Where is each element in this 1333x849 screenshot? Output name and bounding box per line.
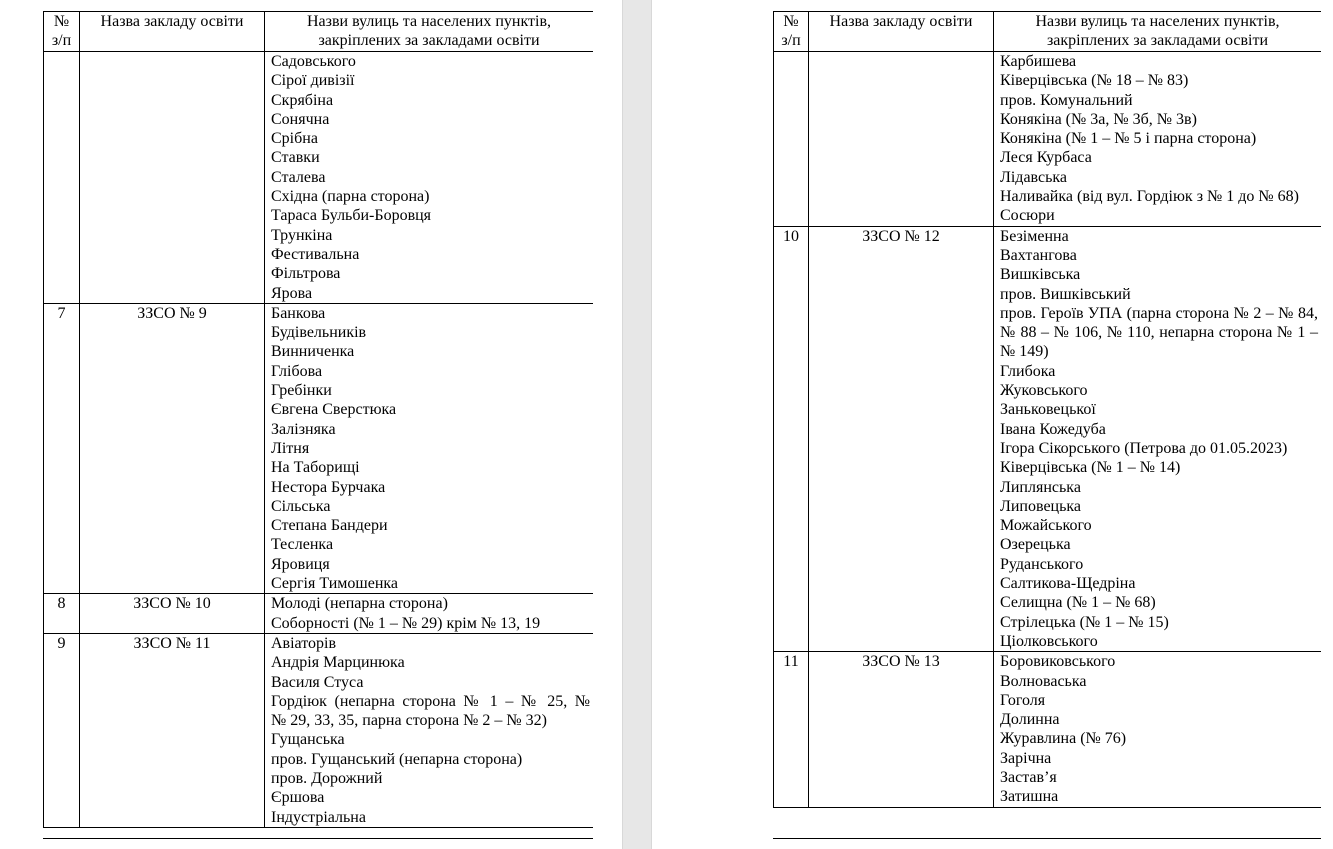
school-name-cell: ЗЗСО № 9 — [80, 303, 265, 593]
header-cell-number — [44, 12, 80, 52]
street-line: Ківерцівська (№ 18 – № 83) — [1000, 72, 1189, 90]
street-line: Ківерцівська (№ 1 – № 14) — [1000, 459, 1181, 477]
street-line: Тесленка — [271, 536, 334, 554]
street-line: Нестора Бурчака — [271, 478, 386, 496]
street-line: Затишна — [1000, 788, 1059, 806]
street-line: Гордіюк (непарна сторона № 1 – № 25, №№ 29, 33, 35, парна сторона № 2 – № 32) — [271, 692, 590, 730]
street-assignment-table-2 — [773, 11, 1321, 808]
streets-cell — [994, 226, 1322, 652]
street-assignment-table-1 — [43, 11, 593, 828]
street-line: Конякіна (№ 1 – № 5 і парна сторона) — [1000, 130, 1257, 148]
header-cell-streets — [994, 12, 1322, 52]
street-line: Стрілецька (№ 1 – № 15) — [1000, 613, 1169, 631]
header-cell-number — [774, 12, 809, 52]
streets-cell — [994, 52, 1322, 227]
street-line: На Таборищі — [271, 459, 360, 477]
table-row — [44, 303, 594, 593]
street-line: Гоголя — [1000, 691, 1046, 709]
table-header-row — [44, 12, 594, 52]
header-cell-school: Назва закладу освіти — [809, 12, 994, 52]
school-name-cell: ЗЗСО № 10 — [80, 594, 265, 634]
street-line: Селищна (№ 1 – № 68) — [1000, 594, 1156, 612]
row-number-cell: 11 — [774, 652, 809, 807]
streets-cell — [265, 52, 594, 304]
street-line: Долинна — [1000, 711, 1060, 729]
street-line: Степана Бандери — [271, 517, 388, 535]
street-line: Сільська — [271, 497, 331, 515]
table-row — [774, 652, 1322, 807]
street-line: Ціолковського — [1000, 632, 1098, 650]
street-line: Леся Курбаса — [1000, 149, 1092, 167]
street-line: Застав’я — [1000, 768, 1057, 786]
streets-cell — [265, 594, 594, 634]
street-line: Карбишева — [1000, 53, 1077, 70]
document-page-2 — [652, 0, 1333, 849]
page-gap — [622, 0, 652, 849]
table-header-row — [774, 12, 1322, 52]
header-streets-line2: закріплених за закладами освіти — [1046, 31, 1269, 49]
street-line: Східна (парна сторона) — [271, 188, 430, 206]
street-line: Єршова — [271, 789, 325, 807]
street-line: Глибока — [1000, 362, 1056, 380]
header-number-line2: з/п — [51, 31, 72, 49]
row-number-cell — [774, 52, 809, 227]
school-name-cell: ЗЗСО № 12 — [809, 226, 994, 652]
street-line: Фестивальна — [271, 245, 360, 263]
table-body-page-2 — [774, 52, 1322, 808]
street-line: пров. Вишківський — [1000, 285, 1131, 303]
table-row — [774, 226, 1322, 652]
street-line: Фільтрова — [271, 265, 341, 283]
street-line: Вахтангова — [1000, 246, 1077, 264]
street-line: пров. Гущанський (непарна сторона) — [271, 750, 523, 768]
school-name-cell — [80, 52, 265, 304]
header-streets-line2: закріплених за закладами освіти — [318, 31, 540, 49]
header-number-line1: № — [53, 13, 70, 30]
row-number-cell: 7 — [44, 303, 80, 593]
street-line: Гребінки — [271, 382, 332, 400]
street-line: Авіаторів — [271, 634, 337, 652]
street-line: Безіменна — [1000, 227, 1069, 245]
street-line: Конякіна (№ 3а, № 3б, № 3в) — [1000, 110, 1197, 128]
street-line: Боровиковського — [1000, 653, 1116, 671]
street-line: Салтикова-Щедріна — [1000, 575, 1136, 593]
school-name-cell: ЗЗСО № 13 — [809, 652, 994, 807]
street-line: Липовецька — [1000, 497, 1082, 515]
street-line: Глібова — [271, 362, 323, 380]
street-line: Банкова — [271, 304, 326, 322]
row-number-cell: 9 — [44, 633, 80, 827]
row-number-cell: 10 — [774, 226, 809, 652]
street-line: Сосюри — [1000, 207, 1055, 225]
street-line: Сірої дивізії — [271, 72, 355, 90]
street-line: Сонячна — [271, 110, 330, 128]
street-line: Яровиця — [271, 555, 330, 573]
street-line: Івана Кожедуба — [1000, 420, 1106, 438]
streets-cell — [265, 303, 594, 593]
street-line: пров. Комунальний — [1000, 91, 1133, 109]
street-line: Заньковецької — [1000, 401, 1096, 419]
street-line: Андрія Марцинюка — [271, 654, 405, 672]
table-row — [774, 52, 1322, 227]
street-line: Будівельників — [271, 324, 367, 342]
street-line: Сталева — [271, 168, 326, 186]
street-line: Журавлина (№ 76) — [1000, 730, 1127, 748]
street-line: Василя Стуса — [271, 673, 364, 691]
header-cell-streets — [265, 12, 594, 52]
street-line: Ярова — [271, 284, 313, 302]
street-line: Скрябіна — [271, 91, 334, 109]
table-clip-page-1 — [43, 11, 593, 839]
row-number-cell — [44, 52, 80, 304]
street-line: Можайського — [1000, 517, 1092, 535]
header-streets-line1: Назви вулиць та населених пунктів, — [1035, 13, 1280, 30]
street-line: Соборності (№ 1 – № 29) крім № 13, 19 — [271, 614, 541, 632]
street-line: Ставки — [271, 149, 320, 167]
street-line: Жуковського — [1000, 382, 1088, 400]
street-line: Волноваська — [1000, 672, 1087, 690]
header-streets-line1: Назви вулиць та населених пунктів, — [306, 13, 552, 30]
street-line: Липлянська — [1000, 478, 1081, 496]
street-line: Винниченка — [271, 343, 355, 361]
street-line: Сергія Тимошенка — [271, 575, 399, 593]
street-line: Гущанська — [271, 731, 345, 749]
street-line: Зарічна — [1000, 749, 1052, 767]
street-line: Євгена Сверстюка — [271, 401, 397, 419]
header-number-line2: з/п — [781, 31, 801, 49]
street-line: Наливайка (від вул. Гордіюк з № 1 до № 68) — [1000, 188, 1300, 206]
street-line: пров. Дорожний — [271, 769, 383, 787]
school-name-cell: ЗЗСО № 11 — [80, 633, 265, 827]
street-line: Вишківська — [1000, 266, 1081, 284]
street-line: Срібна — [271, 130, 318, 148]
streets-cell — [994, 652, 1322, 807]
table-row — [44, 594, 594, 634]
street-line: Тараса Бульби-Боровця — [271, 207, 432, 225]
header-number-line1: № — [783, 13, 799, 30]
street-line: Індустріальна — [271, 808, 366, 826]
street-line: Молоді (непарна сторона) — [271, 595, 448, 613]
street-line: пров. Героїв УПА (парна сторона № 2 – № 84, № 88 – № 106, № 110, непарна сторона № 1 – № 149) — [1000, 304, 1318, 361]
street-line: Садовського — [271, 53, 356, 70]
street-line: Ігора Сікорського (Петрова до 01.05.2023) — [1000, 439, 1288, 457]
street-line: Руданського — [1000, 555, 1084, 573]
street-line: Трункіна — [271, 226, 333, 244]
table-body-page-1 — [44, 52, 594, 828]
row-number-cell: 8 — [44, 594, 80, 634]
street-line: Озерецька — [1000, 536, 1071, 554]
street-line: Лідавська — [1000, 168, 1068, 186]
street-line: Залізняка — [271, 420, 336, 438]
header-cell-school: Назва закладу освіти — [80, 12, 265, 52]
document-page-1 — [0, 0, 622, 849]
school-name-cell — [809, 52, 994, 227]
table-row — [44, 52, 594, 304]
table-row — [44, 633, 594, 827]
table-clip-page-2 — [773, 11, 1321, 839]
streets-cell — [265, 633, 594, 827]
street-line: Літня — [271, 439, 310, 457]
